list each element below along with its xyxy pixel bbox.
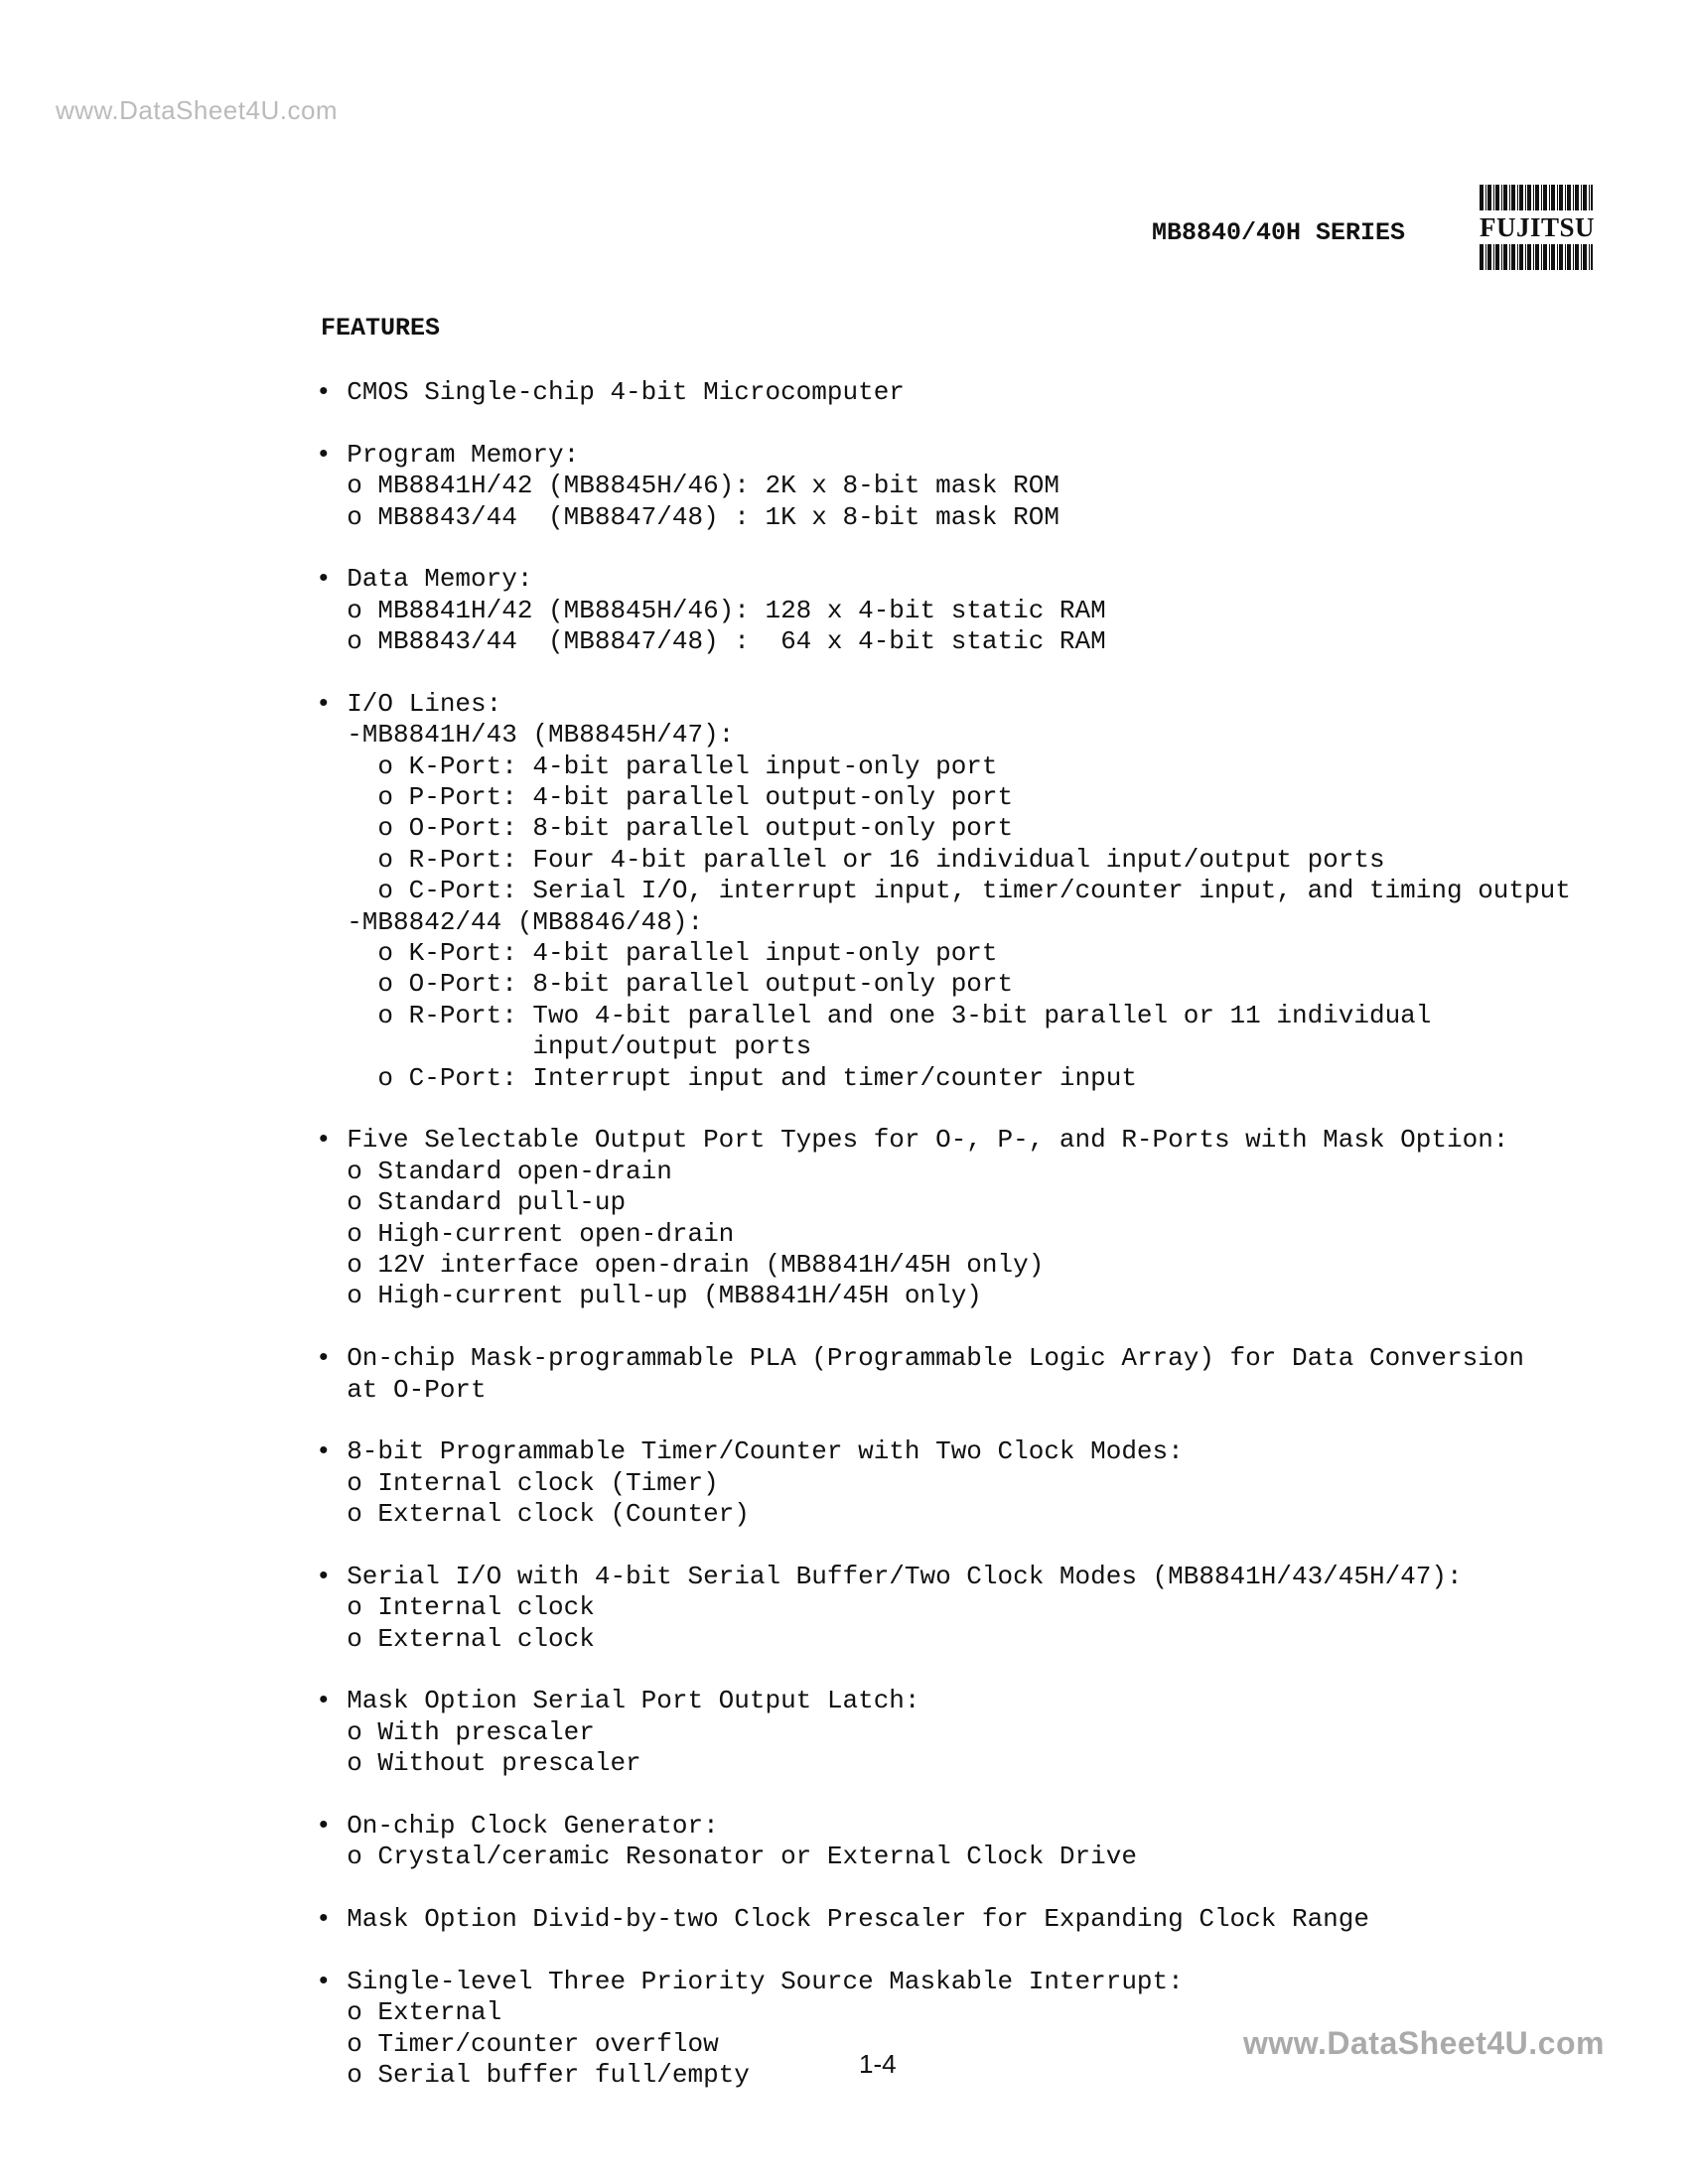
feature-title: • Serial I/O with 4-bit Serial Buffer/Two Clock Modes (MB8841H/43/45H/47): — [316, 1561, 1463, 1591]
feature-title: • I/O Lines: — [316, 688, 502, 719]
feature-title: • Mask Option Divid-by-two Clock Prescaler for Expanding Clock Range — [316, 1904, 1369, 1935]
feature-subitem: o C-Port: Serial I/O, interrupt input, timer/counter input, and timing output — [316, 876, 1571, 906]
feature-subitem: o MB8843/44 (MB8847/48) : 64 x 4-bit static RAM — [316, 626, 1106, 657]
feature-subitem: o Internal clock — [316, 1592, 595, 1623]
feature-title: • 8-bit Programmable Timer/Counter with Two Clock Modes: — [316, 1436, 1184, 1467]
feature-item — [316, 1125, 1636, 1311]
feature-subitem: o MB8843/44 (MB8847/48) : 1K x 8-bit mask ROM — [316, 501, 1059, 532]
feature-title: • CMOS Single-chip 4-bit Microcomputer — [316, 377, 905, 407]
features-list — [316, 377, 1636, 2122]
feature-item — [316, 689, 1636, 1094]
feature-subitem: o P-Port: 4-bit parallel output-only port — [316, 782, 1014, 813]
feature-subitem: o Crystal/ceramic Resonator or External Clock Drive — [316, 1842, 1137, 1872]
feature-item — [316, 1436, 1636, 1530]
fujitsu-logo — [1480, 185, 1596, 270]
feature-item — [316, 564, 1636, 657]
feature-subitem: o External clock (Counter) — [316, 1499, 750, 1530]
feature-subitem: o High-current pull-up (MB8841H/45H only) — [316, 1281, 982, 1311]
feature-subitem: o O-Port: 8-bit parallel output-only port — [316, 969, 1014, 1000]
feature-subitem: o 12V interface open-drain (MB8841H/45H only) — [316, 1249, 1045, 1280]
features-heading: FEATURES — [321, 314, 441, 342]
feature-subitem: o C-Port: Interrupt input and timer/counter input — [316, 1062, 1137, 1093]
watermark-top: www.DataSheet4U.com — [56, 95, 339, 125]
feature-subitem: o External — [316, 1997, 502, 2028]
feature-title: • Program Memory: — [316, 439, 580, 470]
page-number: 1-4 — [859, 2049, 897, 2079]
feature-title: • On-chip Clock Generator: — [316, 1810, 719, 1841]
feature-subitem: o Standard pull-up — [316, 1187, 627, 1218]
feature-item — [316, 1343, 1636, 1406]
feature-subitem: o Internal clock (Timer) — [316, 1467, 719, 1498]
feature-title: • Single-level Three Priority Source Maskable Interrupt: — [316, 1966, 1184, 1996]
feature-subitem: input/output ports — [316, 1031, 812, 1062]
feature-subitem: o Timer/counter overflow — [316, 2028, 719, 2059]
feature-subitem: o K-Port: 4-bit parallel input-only port — [316, 751, 998, 781]
feature-item — [316, 1811, 1636, 1873]
feature-title: • Mask Option Serial Port Output Latch: — [316, 1686, 920, 1716]
feature-subitem: -MB8842/44 (MB8846/48): — [316, 906, 704, 937]
logo-brand-text: FUJITSU — [1480, 212, 1596, 242]
feature-subitem: o External clock — [316, 1623, 595, 1654]
feature-subitem: o Without prescaler — [316, 1748, 641, 1779]
feature-item — [316, 1686, 1636, 1779]
feature-subitem: o R-Port: Two 4-bit parallel and one 3-bit parallel or 11 individual — [316, 1000, 1432, 1030]
watermark-bottom: www.DataSheet4U.com — [1243, 2025, 1605, 2061]
feature-title: • On-chip Mask-programmable PLA (Programmable Logic Array) for Data Conversion — [316, 1343, 1524, 1374]
series-title: MB8840/40H SERIES — [1152, 218, 1406, 247]
logo-bar-bottom — [1480, 244, 1593, 270]
feature-item — [316, 440, 1636, 533]
feature-subitem: o With prescaler — [316, 1716, 595, 1747]
feature-item — [316, 377, 1636, 408]
feature-subitem: o R-Port: Four 4-bit parallel or 16 individual input/output ports — [316, 844, 1385, 875]
feature-subitem: o MB8841H/42 (MB8845H/46): 128 x 4-bit static RAM — [316, 595, 1106, 625]
feature-item — [316, 1904, 1636, 1935]
feature-title: • Five Selectable Output Port Types for O-, P-, and R-Ports with Mask Option: — [316, 1125, 1509, 1156]
feature-subitem: o Standard open-drain — [316, 1156, 672, 1186]
logo-bar-top — [1480, 185, 1593, 210]
feature-subitem: o High-current open-drain — [316, 1218, 735, 1249]
feature-subitem: o O-Port: 8-bit parallel output-only port — [316, 813, 1014, 844]
feature-title: • Data Memory: — [316, 564, 533, 595]
feature-subitem: -MB8841H/43 (MB8845H/47): — [316, 720, 735, 751]
feature-item — [316, 1562, 1636, 1655]
feature-subitem: o MB8841H/42 (MB8845H/46): 2K x 8-bit mask ROM — [316, 471, 1059, 501]
feature-subitem: o K-Port: 4-bit parallel input-only port — [316, 938, 998, 969]
feature-subitem: at O-Port — [316, 1374, 487, 1405]
feature-subitem: o Serial buffer full/empty — [316, 2060, 750, 2091]
